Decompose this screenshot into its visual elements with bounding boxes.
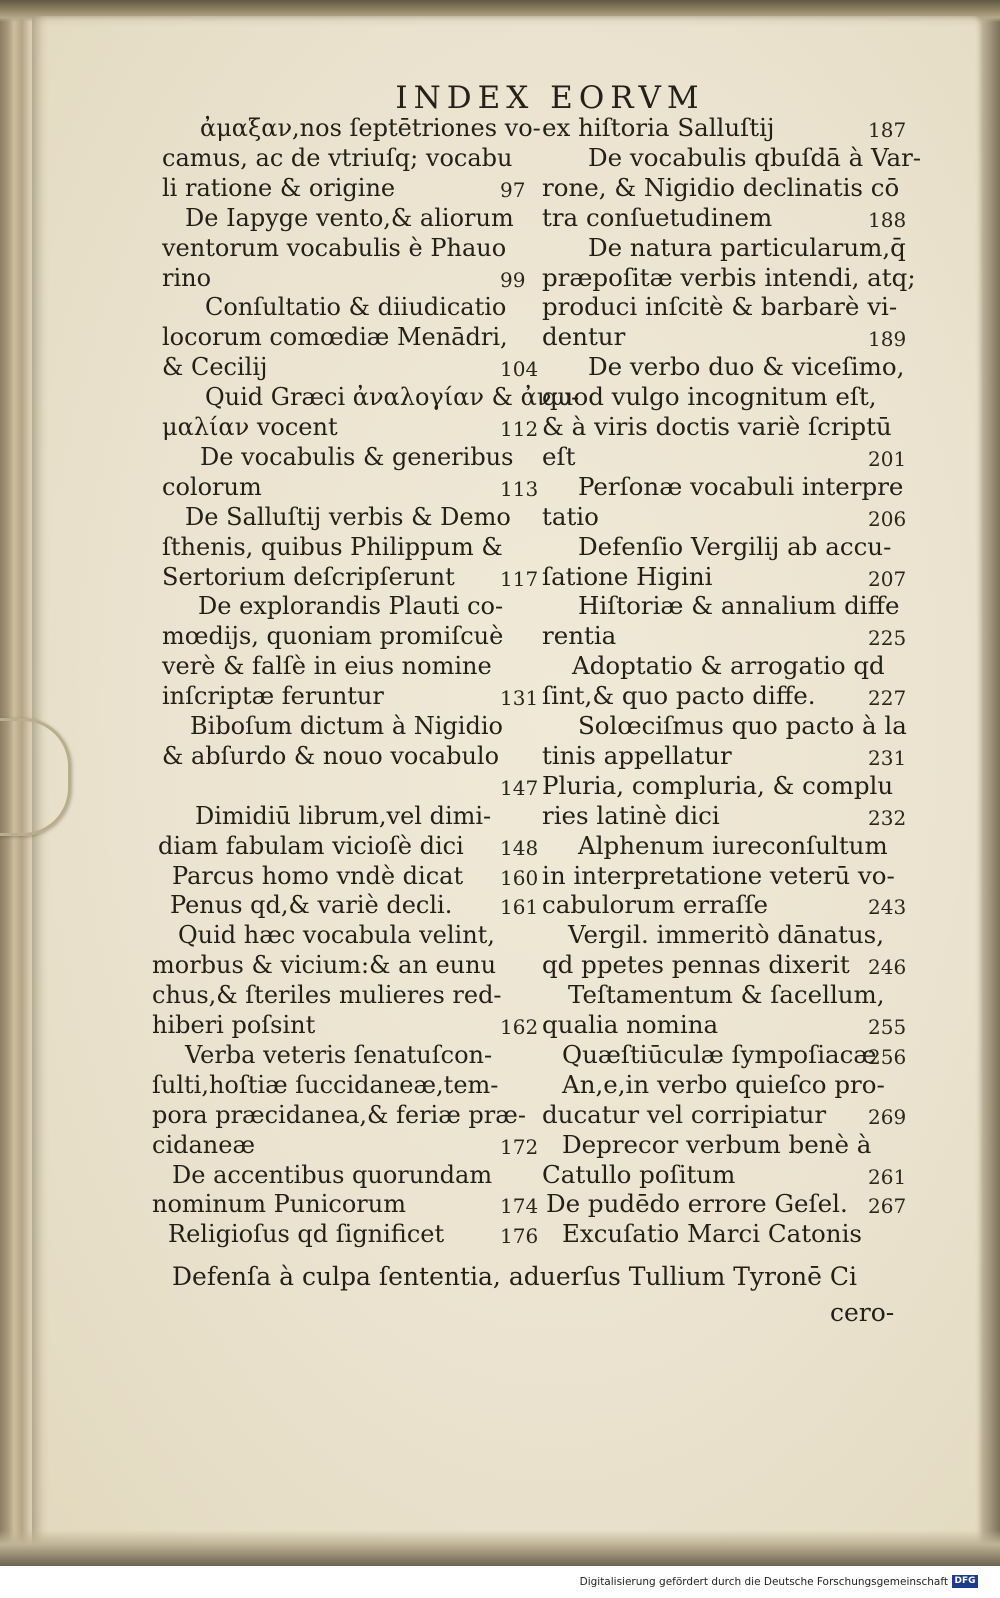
page-header: INDEX EORVM <box>395 80 705 116</box>
right-page-number: 246 <box>868 955 907 980</box>
left-index-entry: li ratione & origine <box>162 173 396 202</box>
right-index-entry: tatio <box>542 501 599 531</box>
right-index-entry: De vocabulis qbuſdā à Var- <box>588 142 922 172</box>
left-index-entry: Parcus homo vndè dicat <box>172 861 464 890</box>
right-index-entry: quod vulgo incognitum eſt, <box>542 382 877 412</box>
right-index-entry: ries latinè dici <box>542 800 720 830</box>
left-index-entry: locorum comœdiæ Menādri, <box>162 323 508 352</box>
left-index-entry: cidaneæ <box>152 1130 256 1159</box>
right-page-number: 255 <box>868 1015 907 1039</box>
right-page-number: 232 <box>868 805 907 830</box>
left-page-number: 97 <box>500 177 526 202</box>
right-index-entry: in interpretatione veterū vo- <box>542 860 895 890</box>
left-index-entry: Biboſum dictum à Nigidio <box>190 712 503 740</box>
right-index-entry: ſint,& quo pacto diffe. <box>542 681 816 711</box>
right-index-entry: eſt <box>542 441 576 471</box>
left-index-entry: De vocabulis & generibus <box>200 442 514 471</box>
right-page-number: 206 <box>868 506 907 531</box>
left-index-entry: ſulti,hoſtiæ ſuccidaneæ,tem- <box>152 1070 499 1099</box>
right-page-number: 267 <box>868 1194 907 1219</box>
dfg-logo: DFG <box>952 1575 978 1588</box>
right-index-entry: ducatur vel corripiatur <box>542 1099 827 1129</box>
left-index-entry: & Cecilij <box>162 353 268 382</box>
left-index-entry: nominum Punicorum <box>152 1190 406 1219</box>
left-page-number: 112 <box>500 417 539 441</box>
left-index-entry: De accentibus quorundam <box>172 1160 493 1189</box>
digitization-credit: Digitalisierung gefördert durch die Deutsche Forschungsgemeinschaft <box>579 1576 948 1588</box>
left-index-entry: camus, ac de vtriuſq; vocabu <box>162 143 513 172</box>
right-index-entry: cabulorum erraſſe <box>542 890 769 920</box>
right-index-entry: Hiſtoriæ & annalium diffe <box>578 591 900 621</box>
right-index-entry: Vergil. immeritò dānatus, <box>568 920 884 950</box>
left-index-entry: verè & falſè in eius nomine <box>162 652 492 681</box>
right-page-number: 227 <box>868 686 907 711</box>
left-index-entry: colorum <box>162 472 262 501</box>
right-page-number: 201 <box>868 446 907 471</box>
right-page-number: 207 <box>868 566 907 591</box>
right-index-entry: Adoptatio & arrogatio qd <box>572 651 885 681</box>
left-index-entry: morbus & vicium:& an eunu <box>152 951 497 980</box>
right-index-entry: ex hiſtoria Salluſtij <box>542 113 775 142</box>
left-index-entry: inſcriptæ feruntur <box>162 682 384 711</box>
right-index-entry: Pluria, compluria, & complu <box>542 770 894 800</box>
right-index-entry: Perſonæ vocabuli interpre <box>578 471 904 501</box>
left-page-number: 104 <box>500 357 539 382</box>
right-page-number: 256 <box>868 1044 907 1069</box>
right-index-entry: An,e,in verbo quieſco pro- <box>562 1069 885 1099</box>
right-page-number: 243 <box>868 895 907 920</box>
left-index-entry: hiberi poſsint <box>152 1011 316 1039</box>
right-index-entry: qualia nomina <box>542 1010 719 1039</box>
left-index-entry: pora præcidanea,& feriæ præ- <box>152 1100 526 1129</box>
right-index-entry: Teſtamentum & ſacellum, <box>568 980 885 1010</box>
right-page-number: 269 <box>868 1104 907 1129</box>
right-index-entry: ſatione Higini <box>542 561 713 591</box>
right-index-entry: Catullo poſitum <box>542 1159 736 1189</box>
page-bottom-shadow <box>0 1530 1000 1566</box>
left-index-entry: Sertorium deſcripſerunt <box>162 562 455 591</box>
left-index-entry: ἀμαξαν,nos ſeptētriones vo- <box>200 114 541 142</box>
right-index-entry: qd ppetes pennas dixerit <box>542 950 850 980</box>
left-index-entry: ſthenis, quibus Philippum & <box>162 532 503 561</box>
left-page-number: 161 <box>500 895 539 920</box>
left-index-entry: rino <box>162 263 212 292</box>
catchword: cero- <box>830 1298 895 1327</box>
left-index-entry: Quid hæc vocabula velint, <box>178 921 495 950</box>
left-page-number: 117 <box>500 566 539 591</box>
left-index-entry: diam fabulam vicioſè dici <box>158 831 464 860</box>
full-width-entry: Defenſa à culpa ſententia, aduerſus Tullium Tyronē Ci <box>172 1262 857 1291</box>
left-page-number: 176 <box>500 1224 539 1249</box>
right-index-entry: De verbo duo & viceſimo, <box>588 352 905 382</box>
left-index-entry: De Salluſtij verbis & Demo <box>185 502 511 531</box>
right-index-entry: De natura particularum,q̄ <box>588 232 906 262</box>
right-page-number: 188 <box>868 207 907 232</box>
left-index-entry: Quid Græci ἀναλογίαν & ἀνω- <box>205 383 580 412</box>
left-index-entry: Dimidiū librum,vel dimi- <box>195 801 492 830</box>
right-index-entry: Quæſtiūculæ ſympoſiacæ <box>562 1039 877 1069</box>
right-page-number: 187 <box>868 118 907 142</box>
left-index-entry: Conſultatio & diiudicatio <box>205 293 507 322</box>
right-index-entry: tra conſuetudinem <box>542 202 773 232</box>
right-index-entry: Deprecor verbum benè à <box>562 1129 872 1159</box>
left-page-number: 162 <box>500 1015 539 1039</box>
left-index-entry: ventorum vocabulis è Phauo <box>162 233 507 262</box>
right-index-entry: rentia <box>542 621 617 651</box>
left-page-number: 113 <box>500 476 539 501</box>
right-page-number: 231 <box>868 745 907 770</box>
right-index-entry: produci inſcitè & barbarè vi- <box>542 292 898 322</box>
right-index-entry: & à viris doctis variè ſcriptū <box>542 412 892 441</box>
left-index-entry: De Iapyge vento,& aliorum <box>185 203 514 232</box>
left-page-number: 160 <box>500 865 539 890</box>
left-page-number: 131 <box>500 686 539 711</box>
left-page-number: 147 <box>500 775 539 800</box>
left-index-entry: mœdijs, quoniam promiſcuè <box>162 622 504 651</box>
left-index-entry: Religioſus qd ſignificet <box>168 1220 445 1249</box>
left-index-entry: Penus qd,& variè decli. <box>170 891 453 920</box>
left-index-entry: De explorandis Plauti co- <box>198 592 504 621</box>
right-index-entry: Solœciſmus quo pacto à la <box>578 711 907 740</box>
right-index-entry: De pudēdo errore Geſel. <box>546 1189 848 1219</box>
right-index-entry: præpoſitæ verbis intendi, atq; <box>542 262 916 292</box>
left-page-number: 99 <box>500 267 526 292</box>
right-index-entry: tinis appellatur <box>542 740 732 770</box>
left-page-number: 172 <box>500 1134 539 1159</box>
right-index-entry: Excuſatio Marci Catonis <box>562 1219 862 1249</box>
left-index-entry: Verba veteris ſenatuſcon- <box>185 1040 493 1069</box>
right-page-number: 189 <box>868 327 907 352</box>
right-page-number: 225 <box>868 626 907 651</box>
left-index-entry: & abſurdo & nouo vocabulo <box>162 741 500 770</box>
left-page-number: 174 <box>500 1194 539 1219</box>
right-index-entry: rone, & Nigidio declinatis cō <box>542 172 900 202</box>
right-index-entry: Alphenum iureconſultum <box>578 830 888 860</box>
right-index-entry: dentur <box>542 322 626 352</box>
left-index-entry: μαλίαν vocent <box>162 413 338 441</box>
left-index-entry: chus,& ſteriles mulieres red- <box>152 981 502 1010</box>
right-page-number: 261 <box>868 1164 907 1189</box>
right-index-entry: Defenſio Vergilij ab accu- <box>578 531 892 561</box>
left-page-number: 148 <box>500 835 539 860</box>
